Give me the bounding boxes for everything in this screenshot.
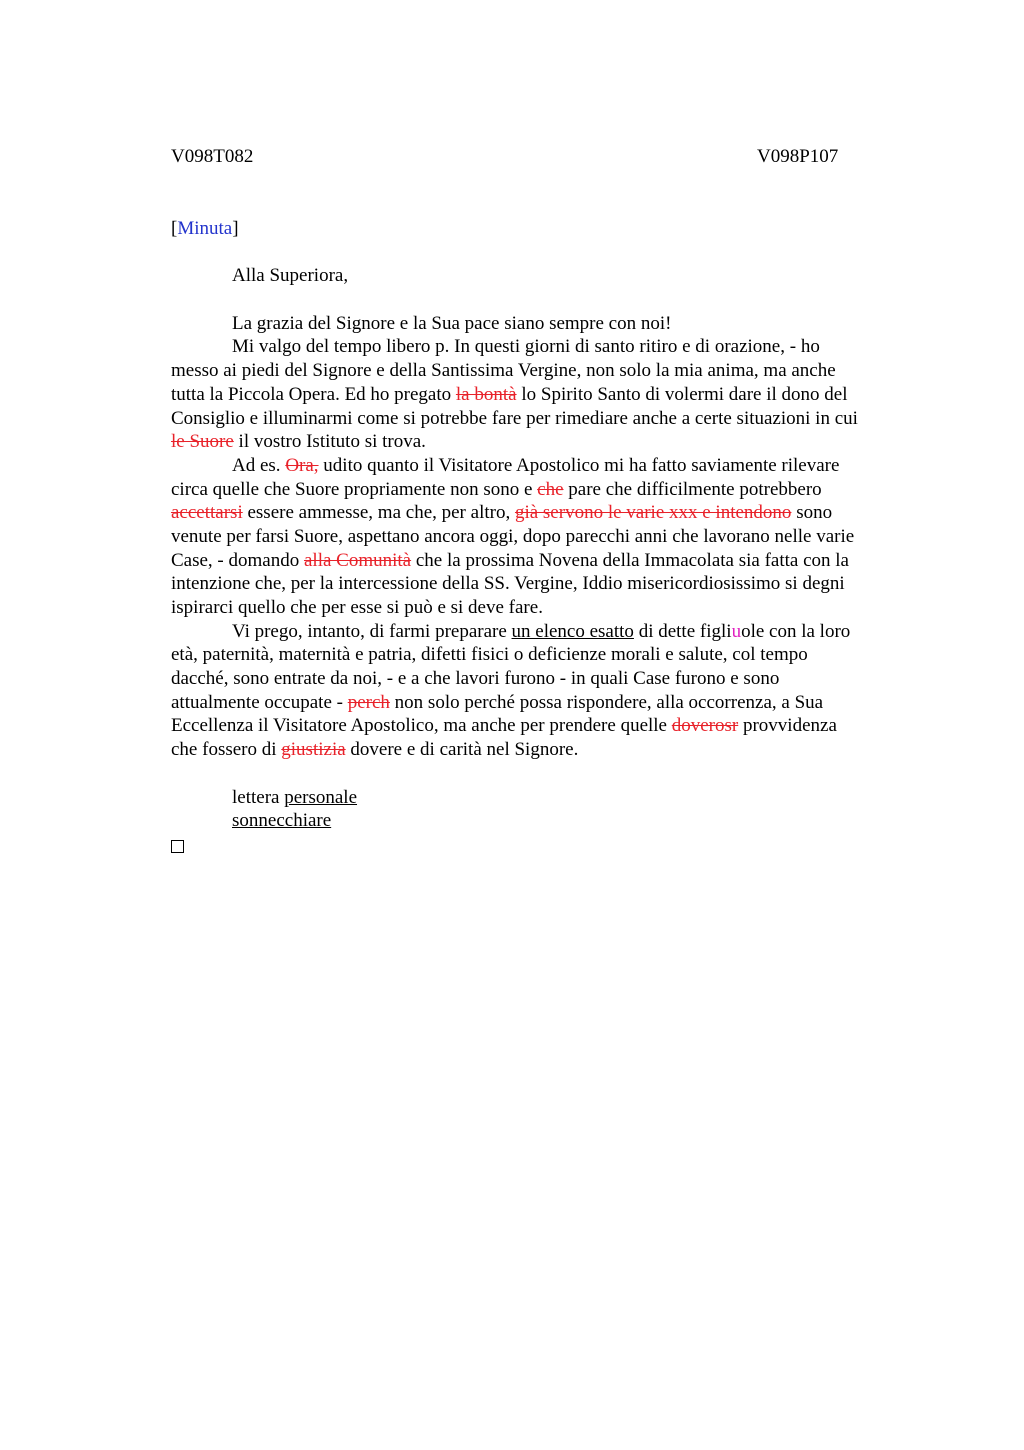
deleted-text: le Suore: [171, 431, 234, 453]
p1-line: Consiglio e illuminarmi come si potrebbe fare per rimediare anche a certe situazioni in cui: [171, 407, 858, 429]
p1-line: le Suore il vostro Istituto si trova.: [171, 431, 426, 453]
deleted-text: già servono le varie xxx e intendono: [514, 502, 792, 524]
header-right-code: V098P107: [757, 146, 839, 167]
inserted-letter: u: [731, 620, 742, 642]
note-line: lettera personale: [232, 786, 358, 808]
minuta-label: [Minuta]: [171, 218, 239, 239]
salutation: Alla Superiora,: [232, 265, 349, 287]
note-line: [171, 809, 919, 833]
deleted-text: accettarsi: [171, 502, 243, 524]
p1-line: Mi valgo del tempo libero p. In questi giorni di santo ritiro e di orazione, - ho: [232, 336, 820, 358]
p2-line: Ad es. Ora, udito quanto il Visitatore Apostolico mi ha fatto saviamente rilevare: [232, 454, 840, 476]
p2-line: Case, - domando alla Comunità che la prossima Novena della Immacolata sia fatta con la: [171, 549, 849, 571]
underlined-text: sonnecchiare: [232, 810, 332, 832]
p2-line: accettarsi essere ammesse, ma che, per altro, già servono le varie xxx e intendono sono: [171, 502, 833, 524]
p2-line: venute per farsi Suore, aspettano ancora oggi, dopo parecchi anni che lavorano nelle varie: [171, 525, 855, 547]
p1-line: messo ai piedi del Signore e della Santissima Vergine, non solo la mia anima, ma anche: [171, 360, 836, 382]
checkbox-row: [171, 833, 919, 857]
p3-line: Eccellenza il Visitatore Apostolico, ma anche per prendere quelle doverosr provvidenza: [171, 715, 837, 737]
deleted-text: giustizia: [281, 739, 346, 761]
deleted-text: perch: [347, 691, 390, 713]
deleted-text: che: [537, 478, 564, 500]
greeting: La grazia del Signore e la Sua pace siano sempre con noi!: [232, 312, 672, 334]
p1-line: tutta la Piccola Opera. Ed ho pregato la bontà lo Spirito Santo di volermi dare il dono del: [171, 383, 848, 405]
letter-body: [171, 217, 919, 857]
p3-line: Vi prego, intanto, di farmi preparare un elenco esatto di dette figliuole con la loro: [232, 620, 851, 642]
p2-line: ispirarci quello che per esse si può e si deve fare.: [171, 597, 543, 618]
p2-line: circa quelle che Suore propriamente non sono e che pare che difficilmente potrebbero: [171, 478, 822, 500]
deleted-text: doverosr: [671, 715, 739, 737]
underlined-text: personale: [284, 786, 358, 808]
deleted-text: la bontà: [455, 383, 517, 405]
underlined-text: un elenco esatto: [511, 620, 634, 642]
deleted-text: alla Comunità: [303, 549, 412, 571]
p3-line: che fossero di giustizia dovere e di carità nel Signore.: [171, 739, 579, 761]
p3-line: attualmente occupate - perch non solo perché possa rispondere, alla occorrenza, a Sua: [171, 691, 824, 713]
header-left-code: V098T082: [171, 146, 254, 167]
deleted-text: Ora,: [285, 454, 319, 476]
p3-line: età, paternità, maternità e patria, difetti fisici o deficienze morali e salute, col tempo: [171, 644, 808, 666]
checkbox-icon[interactable]: [171, 840, 184, 853]
p2-line: intenzione che, per la intercessione della SS. Vergine, Iddio misericordiosissimo si degni: [171, 573, 845, 595]
p3-line: dacché, sono entrate da noi, - e a che lavori furono - in quali Case furono e sono: [171, 668, 780, 690]
